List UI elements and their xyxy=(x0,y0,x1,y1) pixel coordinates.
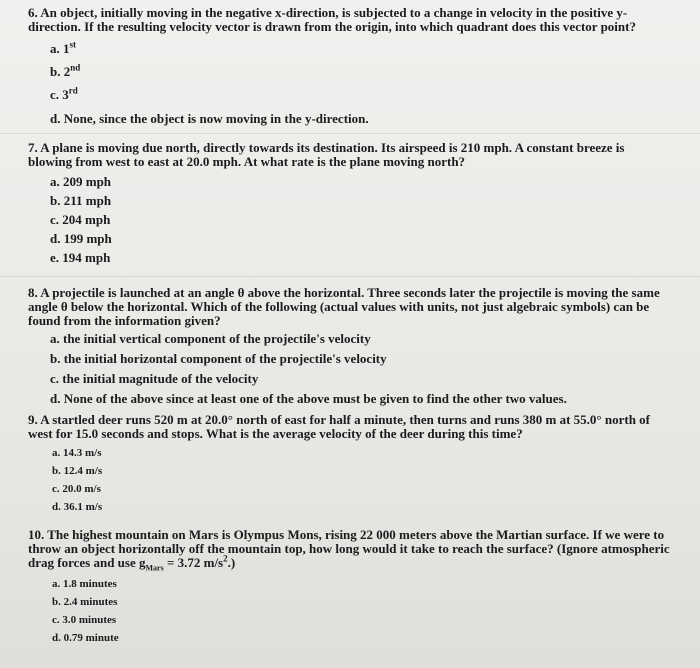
question-10-closing: .) xyxy=(227,555,236,570)
question-10-text: 10. The highest mountain on Mars is Olympus Mons, rising 22 000 meters above the Martian surface. If we were to throw an object horizontally off the mountain top, how long would it take to reach the surface? (Ignore atmospheric drag forces and use g xyxy=(28,527,670,570)
question-7-option-e[interactable]: e. 194 mph xyxy=(50,250,111,265)
question-8-option-b[interactable]: b. the initial horizontal component of the projectile's velocity xyxy=(50,351,387,366)
question-10-option-d[interactable]: d. 0.79 minute xyxy=(52,632,119,644)
option-letter: a. xyxy=(50,41,60,56)
question-6-option-c[interactable] xyxy=(50,85,78,102)
question-9-option-a[interactable]: a. 14.3 m/s xyxy=(52,447,102,459)
option-ordinal: rd xyxy=(68,85,78,96)
question-6-option-d[interactable] xyxy=(50,112,369,126)
page-divider xyxy=(0,133,700,134)
question-8-option-d[interactable]: d. None of the above since at least one of the above must be given to find the other two values. xyxy=(50,391,567,406)
question-10-option-a[interactable]: a. 1.8 minutes xyxy=(52,578,117,590)
question-8-option-a[interactable]: a. the initial vertical component of the projectile's velocity xyxy=(50,331,371,346)
question-10-stem xyxy=(28,527,673,573)
option-letter: b. xyxy=(50,64,61,79)
question-8-stem: 8. A projectile is launched at an angle θ above the horizontal. Three seconds later the projectile is moving the same angle θ below the horizontal. Which of the following (actual values with units, not just algebraic symbols) can be found from the information given? xyxy=(28,285,660,328)
question-6-option-b[interactable] xyxy=(50,62,81,79)
option-number: 3 xyxy=(62,87,69,102)
question-10-value: = 3.72 m/s xyxy=(163,555,224,570)
question-10-subscript: Mars xyxy=(145,563,164,573)
option-letter: c. xyxy=(50,87,60,102)
question-7-option-d[interactable]: d. 199 mph xyxy=(50,231,112,246)
question-7-option-c[interactable]: c. 204 mph xyxy=(50,212,111,227)
option-number: 2 xyxy=(63,64,71,79)
option-letter: d. xyxy=(50,111,61,126)
question-7-stem: 7. A plane is moving due north, directly towards its destination. Its airspeed is 210 mph. A constant breeze is blowing from west to east at 20.0 mph. At what rate is the plane moving north? xyxy=(28,140,625,169)
question-9-stem: 9. A startled deer runs 520 m at 20.0° north of east for half a minute, then turns and runs 380 m at 55.0° north of west for 15.0 seconds and stops. What is the average velocity of the deer during this time? xyxy=(28,412,651,441)
option-ordinal: nd xyxy=(70,62,81,73)
question-9-option-b[interactable]: b. 12.4 m/s xyxy=(52,465,103,477)
question-7-option-a[interactable]: a. 209 mph xyxy=(50,174,112,189)
question-10-option-c[interactable]: c. 3.0 minutes xyxy=(52,614,117,626)
option-number: 1 xyxy=(63,41,70,56)
question-10-option-b[interactable]: b. 2.4 minutes xyxy=(52,596,118,608)
question-6-option-a[interactable] xyxy=(50,39,76,56)
question-8-option-c[interactable]: c. the initial magnitude of the velocity xyxy=(50,371,259,386)
question-9-option-c[interactable]: c. 20.0 m/s xyxy=(52,483,101,495)
question-6-stem: 6. An object, initially moving in the negative x-direction, is subjected to a change in velocity in the positive y-direction. If the resulting velocity vector is drawn from the origin, into which quadrant does this vector point? xyxy=(28,5,636,34)
question-9-option-d[interactable]: d. 36.1 m/s xyxy=(52,501,103,513)
option-ordinal: st xyxy=(69,39,76,50)
page-divider xyxy=(0,276,700,277)
question-10-exponent: 2 xyxy=(223,553,228,564)
option-text: None, since the object is now moving in the y-direction. xyxy=(63,111,369,126)
question-7-option-b[interactable]: b. 211 mph xyxy=(50,193,112,208)
